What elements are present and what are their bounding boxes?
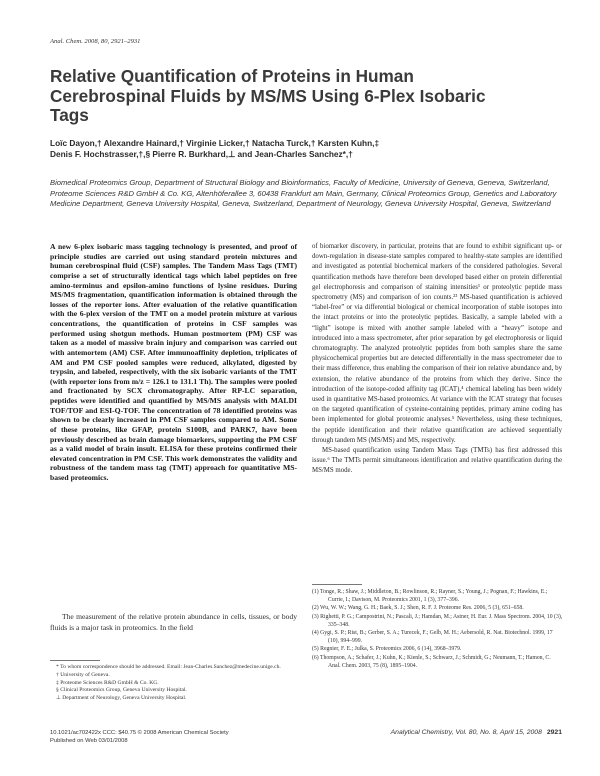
journal-reference: Anal. Chem. 2008, 80, 2921–2931 bbox=[50, 38, 141, 45]
footnote-divider bbox=[50, 660, 100, 661]
reference-item: (3) Righetti, P. G.; Campostrini, N.; Pascali, J.; Hamdan, M.; Astner, H. Eur. J. Mass Spectrom. 2004, 10 (3), 335–348. bbox=[312, 613, 563, 628]
body-paragraph: of biomarker discovery, in particular, proteins that are found to exhibit significant up- or down-regulation in disease-state samples compared to healthy-state samples are identified and investigated as potential biochemical markers of the considered pathologies. Several quantification methods have therefore been developed based either on protein differential gel electrophoresis and comparison of staining intensities¹ or proteolytic peptide mass spectrometry (MS) and comparison of ion counts.²³ MS-based quantification is achieved “label-free” or via differential biological or chemical incorporation of stable isotopes into the intact proteins or into the proteolytic peptides. Basically, a sample labeled with a “light” isotope is mixed with another sample labeled with a “heavy” isotope and introduced into a mass spectrometer, after prior separation by gel electrophoresis or liquid chromatography. The analyzed proteolytic peptides from both samples share the same physicochemical properties but are detected differentially in the mass spectrometer due to their mass difference, thus enabling the comparison of their ion relative abundance and, by extension, the relative abundance of the proteins from which they derive. Since the introduction of the isotope-coded affinity tag (ICAT),⁴ chemical labeling has been widely used in quantitative MS-based proteomics. At variance with the ICAT strategy that focuses on the targeted quantification of cysteine-containing peptides, primary amine coding has been implemented for global proteomic analyses.⁵ Nevertheless, using these techniques, the peptide identification and their relative quantification are achieved sequentially through tandem MS (MS/MS) and MS, respectively. bbox=[312, 243, 562, 444]
reference-item: (6) Thompson, A.; Schafer, J.; Kuhn, K.; Kienle, S.; Schwarz, J.; Schmidt, G.; Neumann, T.; Hamon, C. Anal. Chem. 2003, 75 (8), 1895–1904. bbox=[312, 654, 551, 669]
page-number: 2921 bbox=[546, 729, 562, 736]
journal-issue: Analytical Chemistry, Vol. 80, No. 8, April 15, 2008 bbox=[390, 729, 542, 736]
footnotes bbox=[50, 664, 297, 703]
footnote-affiliation: ⊥ Department of Neurology, Geneva University Hospital. bbox=[56, 695, 187, 702]
reference-item: (5) Regnier, F. E.; Julka, S. Proteomics 2006, 6 (14), 3968–3979. bbox=[312, 646, 462, 653]
body-text-right-column bbox=[312, 242, 562, 477]
footnote-affiliation: ‡ Proteome Sciences R&D GmbH & Co. KG. bbox=[56, 679, 159, 686]
affiliations: Biomedical Proteomics Group, Department of Structural Biology and Bioinformatics, Faculty of Medicine, University of Geneva, Geneva, Switzerland, Proteome Sciences R&D GmbH & Co. KG, Altenhöferallee 3, 60438 Frankfurt am Main, Germany, Clinical Proteomics Group, Genetics and Laboratory Medicine Department, Geneva University Hospital, Geneva, Switzerland, Department of Neurology, Geneva University Hospital, Geneva, Switzerland bbox=[50, 178, 557, 209]
author-list bbox=[50, 138, 570, 160]
footnote-affiliation: § Clinical Proteomics Group, Geneva University Hospital. bbox=[56, 687, 187, 694]
reference-list bbox=[312, 588, 564, 670]
published-date: Published on Web 03/01/2008 bbox=[50, 738, 128, 744]
abstract: A new 6-plex isobaric mass tagging technology is presented, and proof of principle studies are carried out using standard protein mixtures and human cerebrospinal fluid (CSF) samples. The Tandem Mass Tags (TMT) comprise a set of structurally identical tags which label peptides on free amino-terminus and epsilon-amino functions of lysine residues. During MS/MS fragmentation, quantification information is obtained through the losses of the reporter ions. After evaluation of the relative quantification with the 6-plex version of the TMT on a model protein mixture at various concentrations, the quantification of proteins in CSF samples was performed using shotgun methods. Human postmortem (PM) CSF was taken as a model of massive brain injury and comparison was carried out with antemortem (AM) CSF. After immunoaffinity depletion, triplicates of AM and PM CSF pooled samples were reduced, alkylated, digested by trypsin, and labeled, respectively, with the six isobaric variants of the TMT (with reporter ions from m/z = 126.1 to 131.1 Th). The samples were pooled and fractionated by SCX chromatography. After RP-LC separation, peptides were identified and quantified by MS/MS analysis with MALDI TOF/TOF and ESI-Q-TOF. The concentration of 78 identified proteins was shown to be clearly increased in PM CSF samples compared to AM. Some of these proteins, like GFAP, protein S100B, and PARK7, have been previously described as brain damage biomarkers, supporting the PM CSF as a valid model of brain insult. ELISA for these proteins confirmed their elevated concentration in PM CSF. This work demonstrates the validity and robustness of the tandem mass tag (TMT) approach for quantitative MS-based proteomics. bbox=[50, 242, 297, 482]
reference-item: (1) Tonge, R.; Shaw, J.; Middleton, B.; Rowlinson, R.; Rayner, S.; Young, J.; Pognan, F.; Hawkins, E.; Currie, I.; Davison, M. Proteomics 2001, 1 (3), 377–396. bbox=[312, 589, 548, 604]
author-line-2: Denis F. Hochstrasser,†,§ Pierre R. Burkhard,⊥ and Jean-Charles Sanchez*,† bbox=[50, 149, 353, 160]
footnote-affiliation: † University of Geneva. bbox=[56, 671, 110, 678]
introduction-paragraph: The measurement of the relative protein abundance in cells, tissues, or body fluids is a major task in proteomics. In the field bbox=[50, 612, 297, 633]
author-line-1: Loïc Dayon,† Alexandre Hainard,† Virginie Licker,† Natacha Turck,† Karsten Kuhn,‡ bbox=[50, 138, 380, 148]
reference-item: (2) Wu, W. W.; Wang, G. H.; Baek, S. J.; Shen, R. F. J. Proteome Res. 2006, 5 (3), 651–658. bbox=[312, 605, 524, 612]
page-footer bbox=[353, 729, 562, 736]
body-paragraph: MS-based quantification using Tandem Mass Tags (TMTs) has first addressed this issue.⁶ The TMTs permit simultaneous identification and relative quantification during the MS/MS mode. bbox=[312, 447, 562, 475]
footnote-correspondence: * To whom correspondence should be addressed. Email: Jean-Charles.Sanchez@medecine.unige.ch. bbox=[56, 664, 281, 670]
article-title: Relative Quantification of Proteins in Human Cerebrospinal Fluids by MS/MS Using 6-Plex Isobaric Tags bbox=[50, 66, 486, 125]
doi-line: 10.1021/ac702422x CCC: $40.75 © 2008 American Chemical Society bbox=[50, 730, 229, 736]
reference-item: (4) Gygi, S. P.; Rist, B.; Gerber, S. A.; Turecek, F.; Gelb, M. H.; Aebersold, R. Nat. Biotechnol. 1999, 17 (10), 994–999. bbox=[312, 630, 553, 645]
references-divider bbox=[312, 584, 362, 585]
